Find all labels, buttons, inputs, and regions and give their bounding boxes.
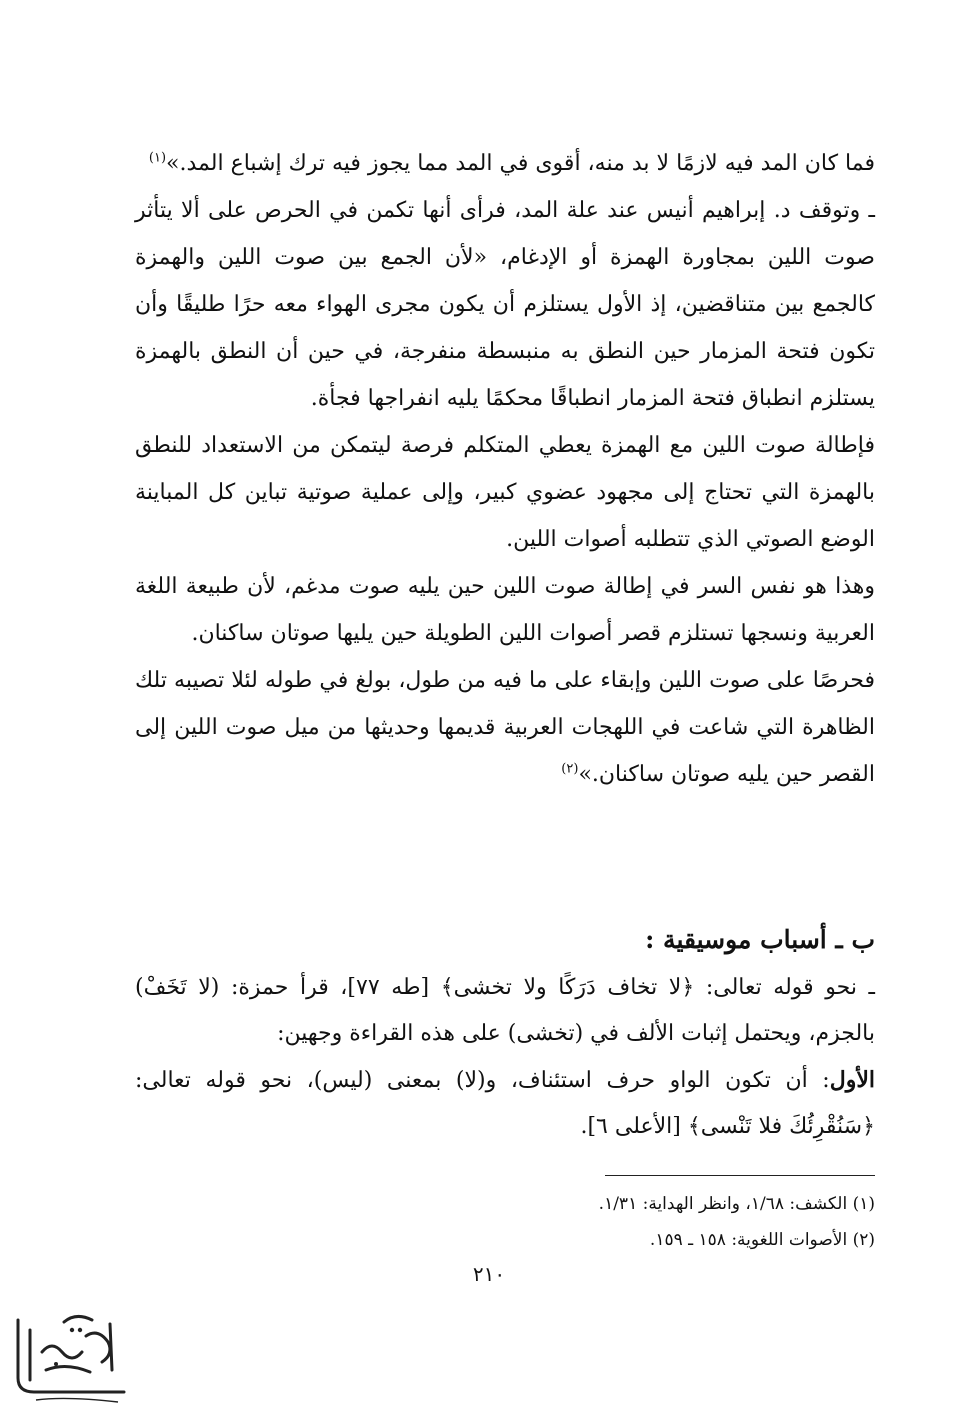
- paragraph-4: وهذا هو نفس السر في إطالة صوت اللين حين يليه صوت مدغم، لأن طبيعة اللغة العربية ونسجها تستلزم قصر أصوات اللين الطويلة حين يليها صوتان ساكنان.: [135, 574, 875, 646]
- main-text-block: [135, 140, 875, 798]
- paragraph-3: فإطالة صوت اللين مع الهمزة يعطي المتكلم فرصة ليتمكن من الاستعداد للنطق بالهمزة التي تحتاج إلى مجهود عضوي كبير، وإلى عملية صوتية تباين كل المباينة الوضع الصوتي الذي تتطلبه أصوات اللين.: [135, 433, 875, 552]
- section-paragraph-1: ـ نحو قوله تعالى: ﴿لا تخاف دَرَكًا ولا تخشى﴾ [طه ٧٧]، قرأ حمزة: (لا تَخَفْ) بالجزم، ويحتمل إثبات الألف في (تخشى) على هذه القراءة وجهين:: [135, 975, 875, 1046]
- footnote-2: (٢) الأصوات اللغوية: ١٥٨ ـ ١٥٩.: [649, 1230, 875, 1250]
- section-paragraph-2: الأول: أن تكون الواو حرف استئناف، و(لا) بمعنى (ليس)، نحو قوله تعالى: ﴿سَنُقْرِئُكَ فلا تَنْسى﴾ [الأعلى ٦].: [135, 1067, 875, 1139]
- paragraph-2: ـ وتوقف د. إبراهيم أنيس عند علة المد، فرأى أنها تكمن في الحرص على ألا يتأثر صوت اللين بمجاورة الهمزة أو الإدغام، «لأن الجمع بين صوت اللين والهمزة كالجمع بين متناقضين، إذ الأول يستلزم أن يكون مجرى الهواء معه حرًا طليقًا وأن تكون فتحة المزمار حين النطق به منبسطة منفرجة، في حين أن النطق بالهمزة يستلزم انطباق فتحة المزمار انطباقًا محكمًا يليه انفراجها فجأة.: [135, 198, 875, 411]
- footnote-ref-1[interactable]: (١): [148, 150, 167, 166]
- footnote-ref-2[interactable]: (٢): [561, 761, 579, 777]
- calligraphy-watermark: [6, 1300, 136, 1410]
- footnote-divider: [605, 1175, 875, 1176]
- footnotes: [135, 1186, 875, 1258]
- lead-term: الأول: [829, 1067, 875, 1093]
- page-number: ٢١٠: [472, 1262, 506, 1286]
- paragraph-5: فحرصًا على صوت اللين وإبقاء على ما فيه من طول، بولغ في طوله لئلا تصيبه تلك الظاهرة التي شاعت في اللهجات العربية قديمها وحديثها من ميل صوت اللين إلى القصر حين يليه صوتان ساكنان.»$^{(٢)}$: [135, 668, 875, 787]
- paragraph-1: فما كان المد فيه لازمًا لا بد منه، أقوى في المد مما يجوز فيه ترك إشباع المد.»$^{(١)}$: [148, 150, 875, 176]
- section-text-block: [135, 965, 875, 1150]
- footnote-1: (١) الكشف: ١/٦٨، وانظر الهداية: ١/٣١.: [598, 1194, 875, 1214]
- section-heading: ب ـ أسباب موسيقية :: [645, 925, 875, 954]
